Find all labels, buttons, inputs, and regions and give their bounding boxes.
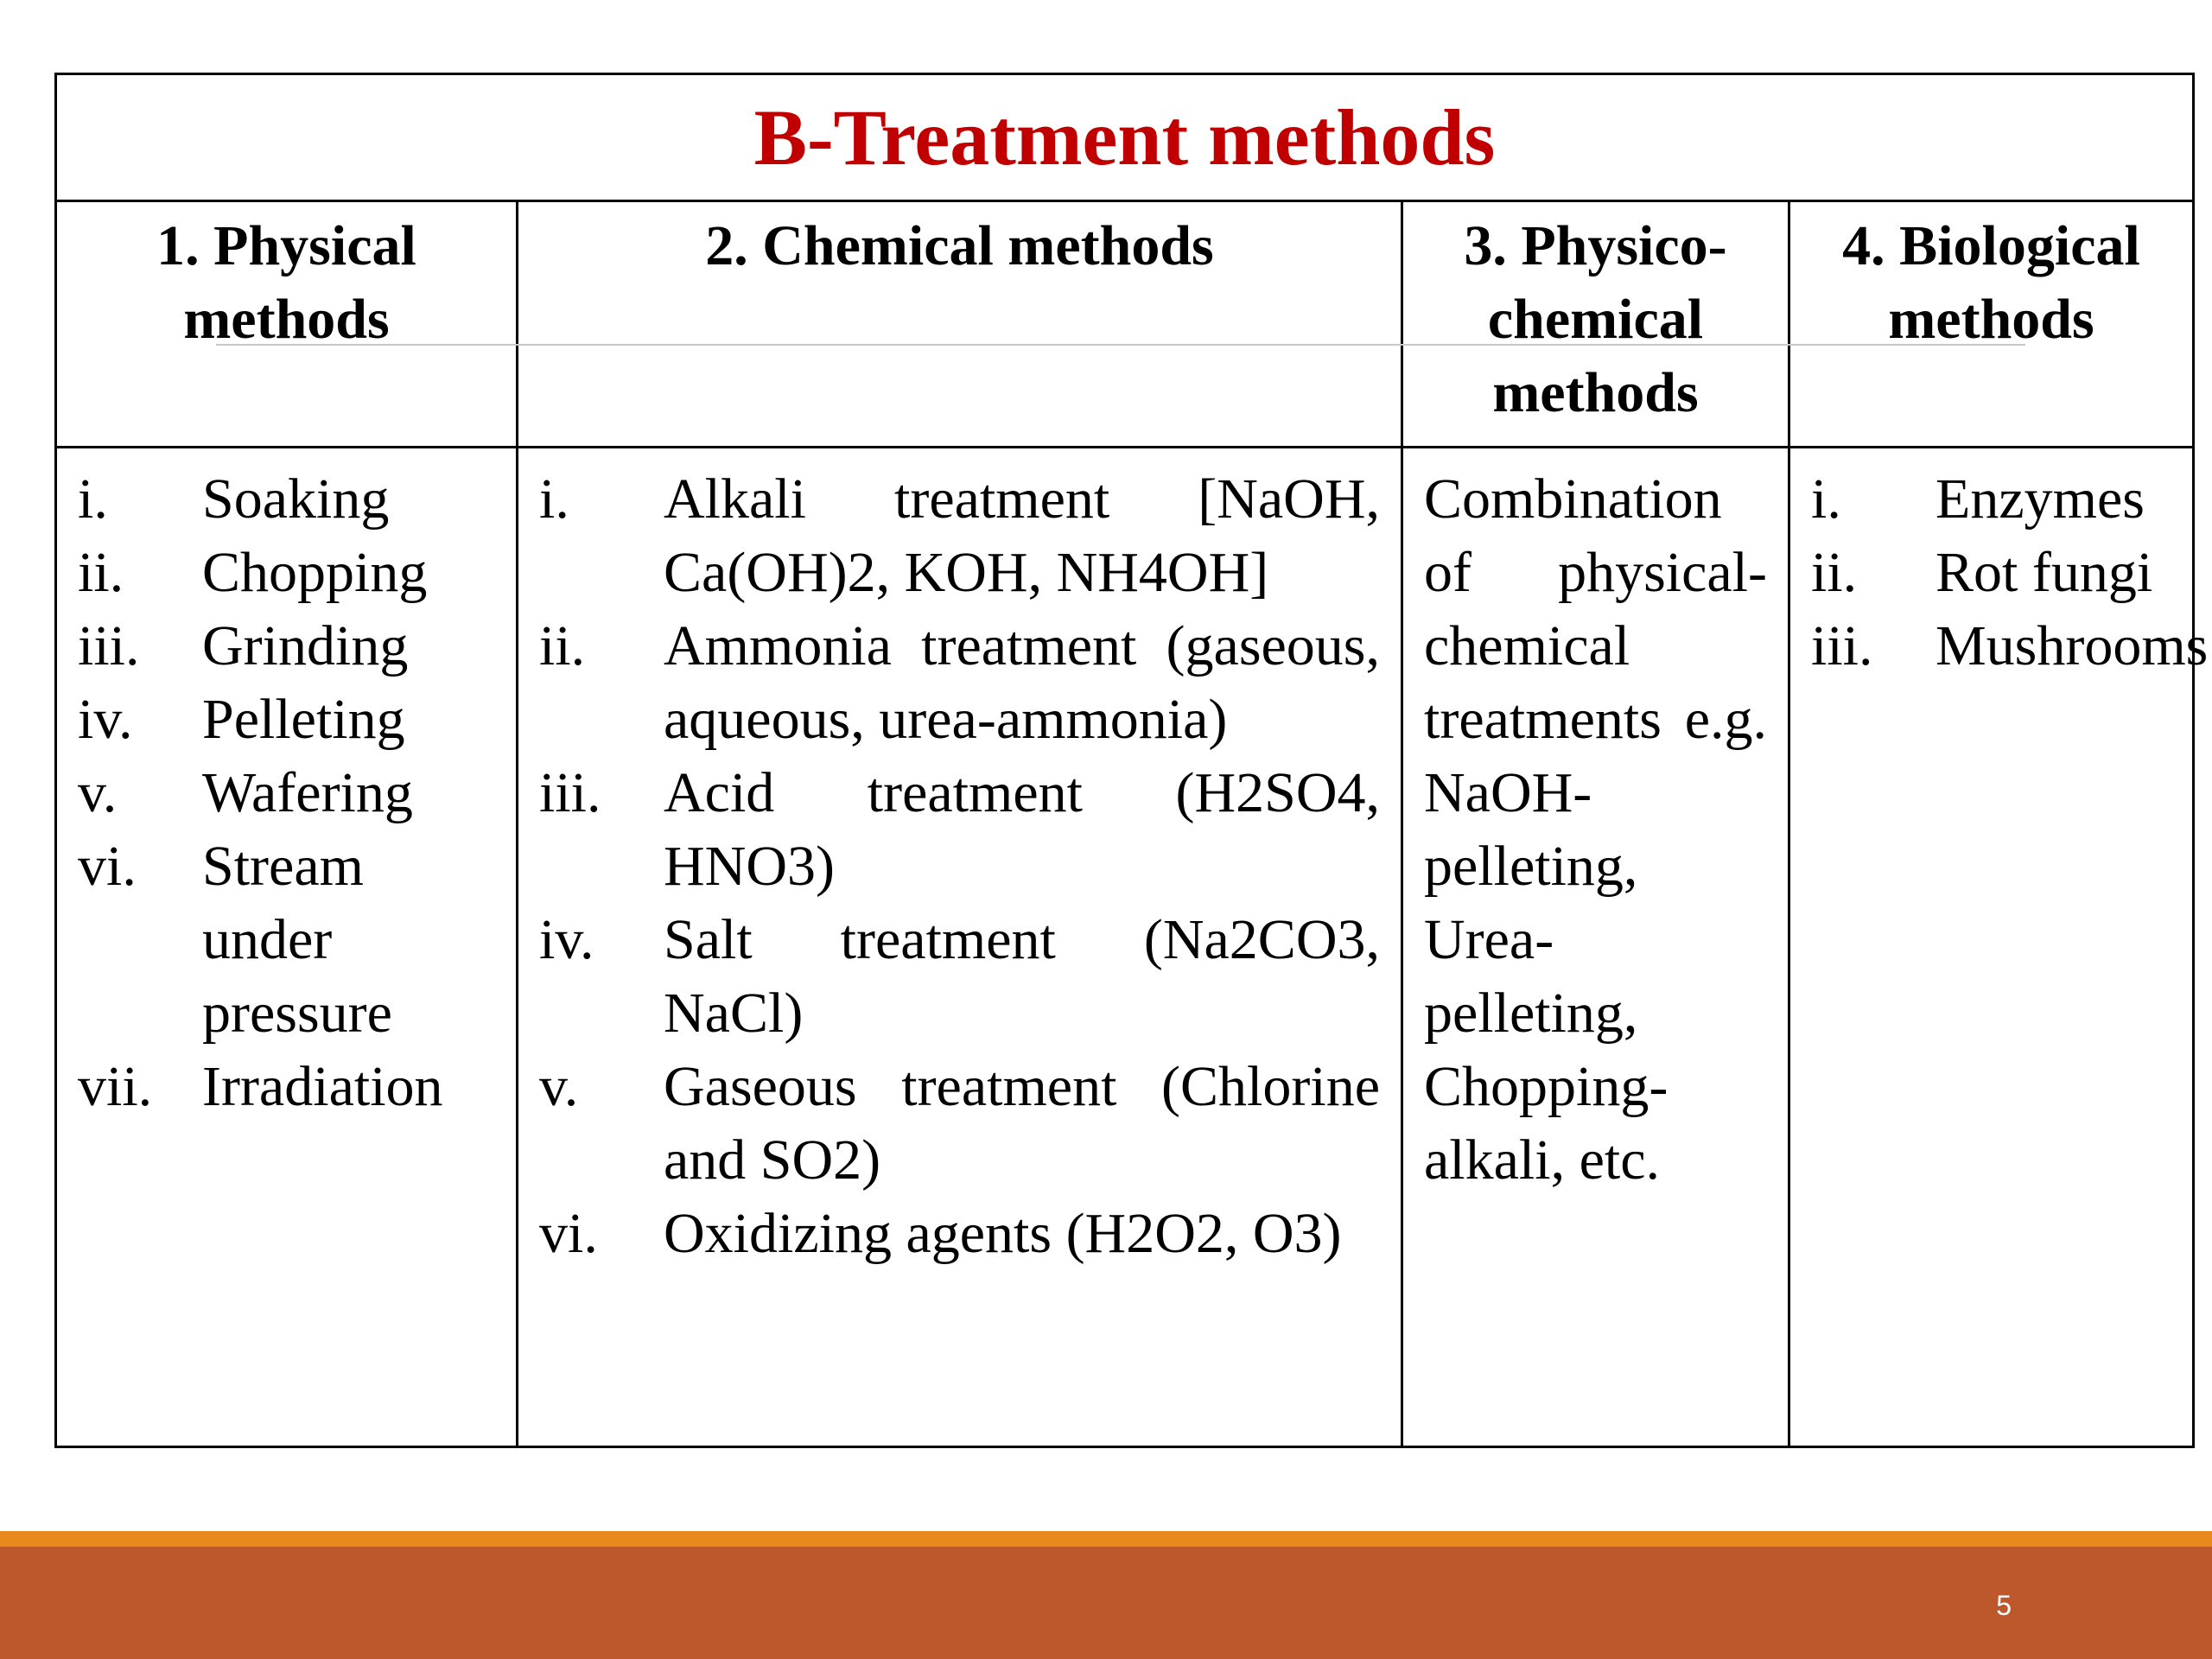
- list-item-text: Pelleting: [202, 688, 405, 751]
- chemical-methods-cell: [518, 448, 1402, 1447]
- list-item: [539, 756, 1380, 903]
- physico-chemical-cell: [1402, 448, 1789, 1447]
- header-physico-chemical-text: 3. Physico-chemical methods: [1464, 214, 1727, 424]
- list-item: [539, 1050, 1380, 1197]
- list-item-number: v.: [539, 1055, 579, 1118]
- list-item: [78, 1050, 495, 1123]
- list-item: [78, 609, 495, 683]
- list-item-number: i.: [539, 467, 569, 531]
- physical-methods-cell: [56, 448, 518, 1447]
- list-item: [1811, 462, 2171, 536]
- physico-chemical-text: Combination of physical-chemical treatments e.g. NaOH-pelleting, Urea-pelleting, Chopping-alkali, etc.: [1424, 467, 1767, 1192]
- list-item: [539, 462, 1380, 609]
- header-chemical-text: 2. Chemical methods: [705, 214, 1214, 277]
- chemical-methods-list: [539, 462, 1380, 1270]
- header-underline: [216, 344, 2025, 346]
- list-item: [78, 756, 495, 830]
- physical-methods-list: [78, 462, 495, 1123]
- list-item-number: ii.: [1811, 541, 1858, 604]
- table-title-text: B-Treatment methods: [753, 93, 1496, 181]
- footer-stripe: [0, 1531, 2212, 1547]
- list-item-number: v.: [78, 761, 118, 824]
- list-item-number: iv.: [539, 908, 594, 971]
- biological-methods-cell: [1789, 448, 2209, 1447]
- list-item-number: iii.: [1811, 614, 1873, 677]
- list-item-number: ii.: [78, 541, 124, 604]
- biological-methods-list: [1811, 462, 2209, 683]
- treatment-methods-table: [54, 73, 2209, 1448]
- list-item: [78, 830, 495, 1050]
- list-item-text: Salt treatment (Na2CO3, NaCl): [664, 908, 1380, 1045]
- header-physico-chemical: [1402, 201, 1789, 448]
- header-physical-text: 1. Physical methods: [156, 214, 416, 351]
- list-item-text: Gaseous treatment (Chlorine and SO2): [664, 1055, 1380, 1192]
- header-biological: [1789, 201, 2194, 448]
- header-chemical: [518, 201, 1402, 448]
- list-item-text: Soaking: [202, 467, 390, 531]
- list-item-text: Acid treatment (H2SO4, HNO3): [664, 761, 1380, 898]
- list-item-number: i.: [78, 467, 108, 531]
- list-item-text: Stream under pressure: [202, 835, 392, 1045]
- list-item-number: iii.: [539, 761, 601, 824]
- list-item: [539, 1197, 1380, 1270]
- page-number: 5: [1996, 1590, 2012, 1621]
- list-item-number: vii.: [78, 1055, 153, 1118]
- list-item-text: Irradiation: [202, 1055, 443, 1118]
- list-item-text: Chopping: [202, 541, 428, 604]
- list-item-number: vi.: [78, 835, 137, 898]
- list-item: [78, 536, 495, 609]
- header-biological-text: 4. Biological methods: [1842, 214, 2140, 351]
- list-item-text: Alkali treatment [NaOH, Ca(OH)2, KOH, NH4OH]: [664, 467, 1380, 604]
- list-item: [539, 903, 1380, 1050]
- list-item-text: Oxidizing agents (H2O2, O3): [664, 1202, 1342, 1265]
- list-item-text: Ammonia treatment (gaseous, aqueous, urea-ammonia): [664, 614, 1380, 751]
- list-item-text: Wafering: [202, 761, 413, 824]
- list-item-number: i.: [1811, 467, 1841, 531]
- list-item: [1811, 609, 2209, 683]
- footer-bar: [0, 1547, 2212, 1659]
- list-item-text: Grinding: [202, 614, 409, 677]
- header-physical: [56, 201, 518, 448]
- list-item-text: Enzymes: [1936, 467, 2145, 531]
- table-title: [56, 74, 2194, 201]
- list-item: [539, 609, 1380, 756]
- list-item-number: ii.: [539, 614, 586, 677]
- list-item: [1811, 536, 2171, 609]
- list-item: [78, 462, 495, 536]
- list-item: [78, 683, 495, 756]
- list-item-text: Mushrooms: [1936, 614, 2209, 677]
- list-item-number: iv.: [78, 688, 133, 751]
- list-item-number: iii.: [78, 614, 140, 677]
- list-item-text: Rot fungi: [1936, 541, 2153, 604]
- list-item-number: vi.: [539, 1202, 598, 1265]
